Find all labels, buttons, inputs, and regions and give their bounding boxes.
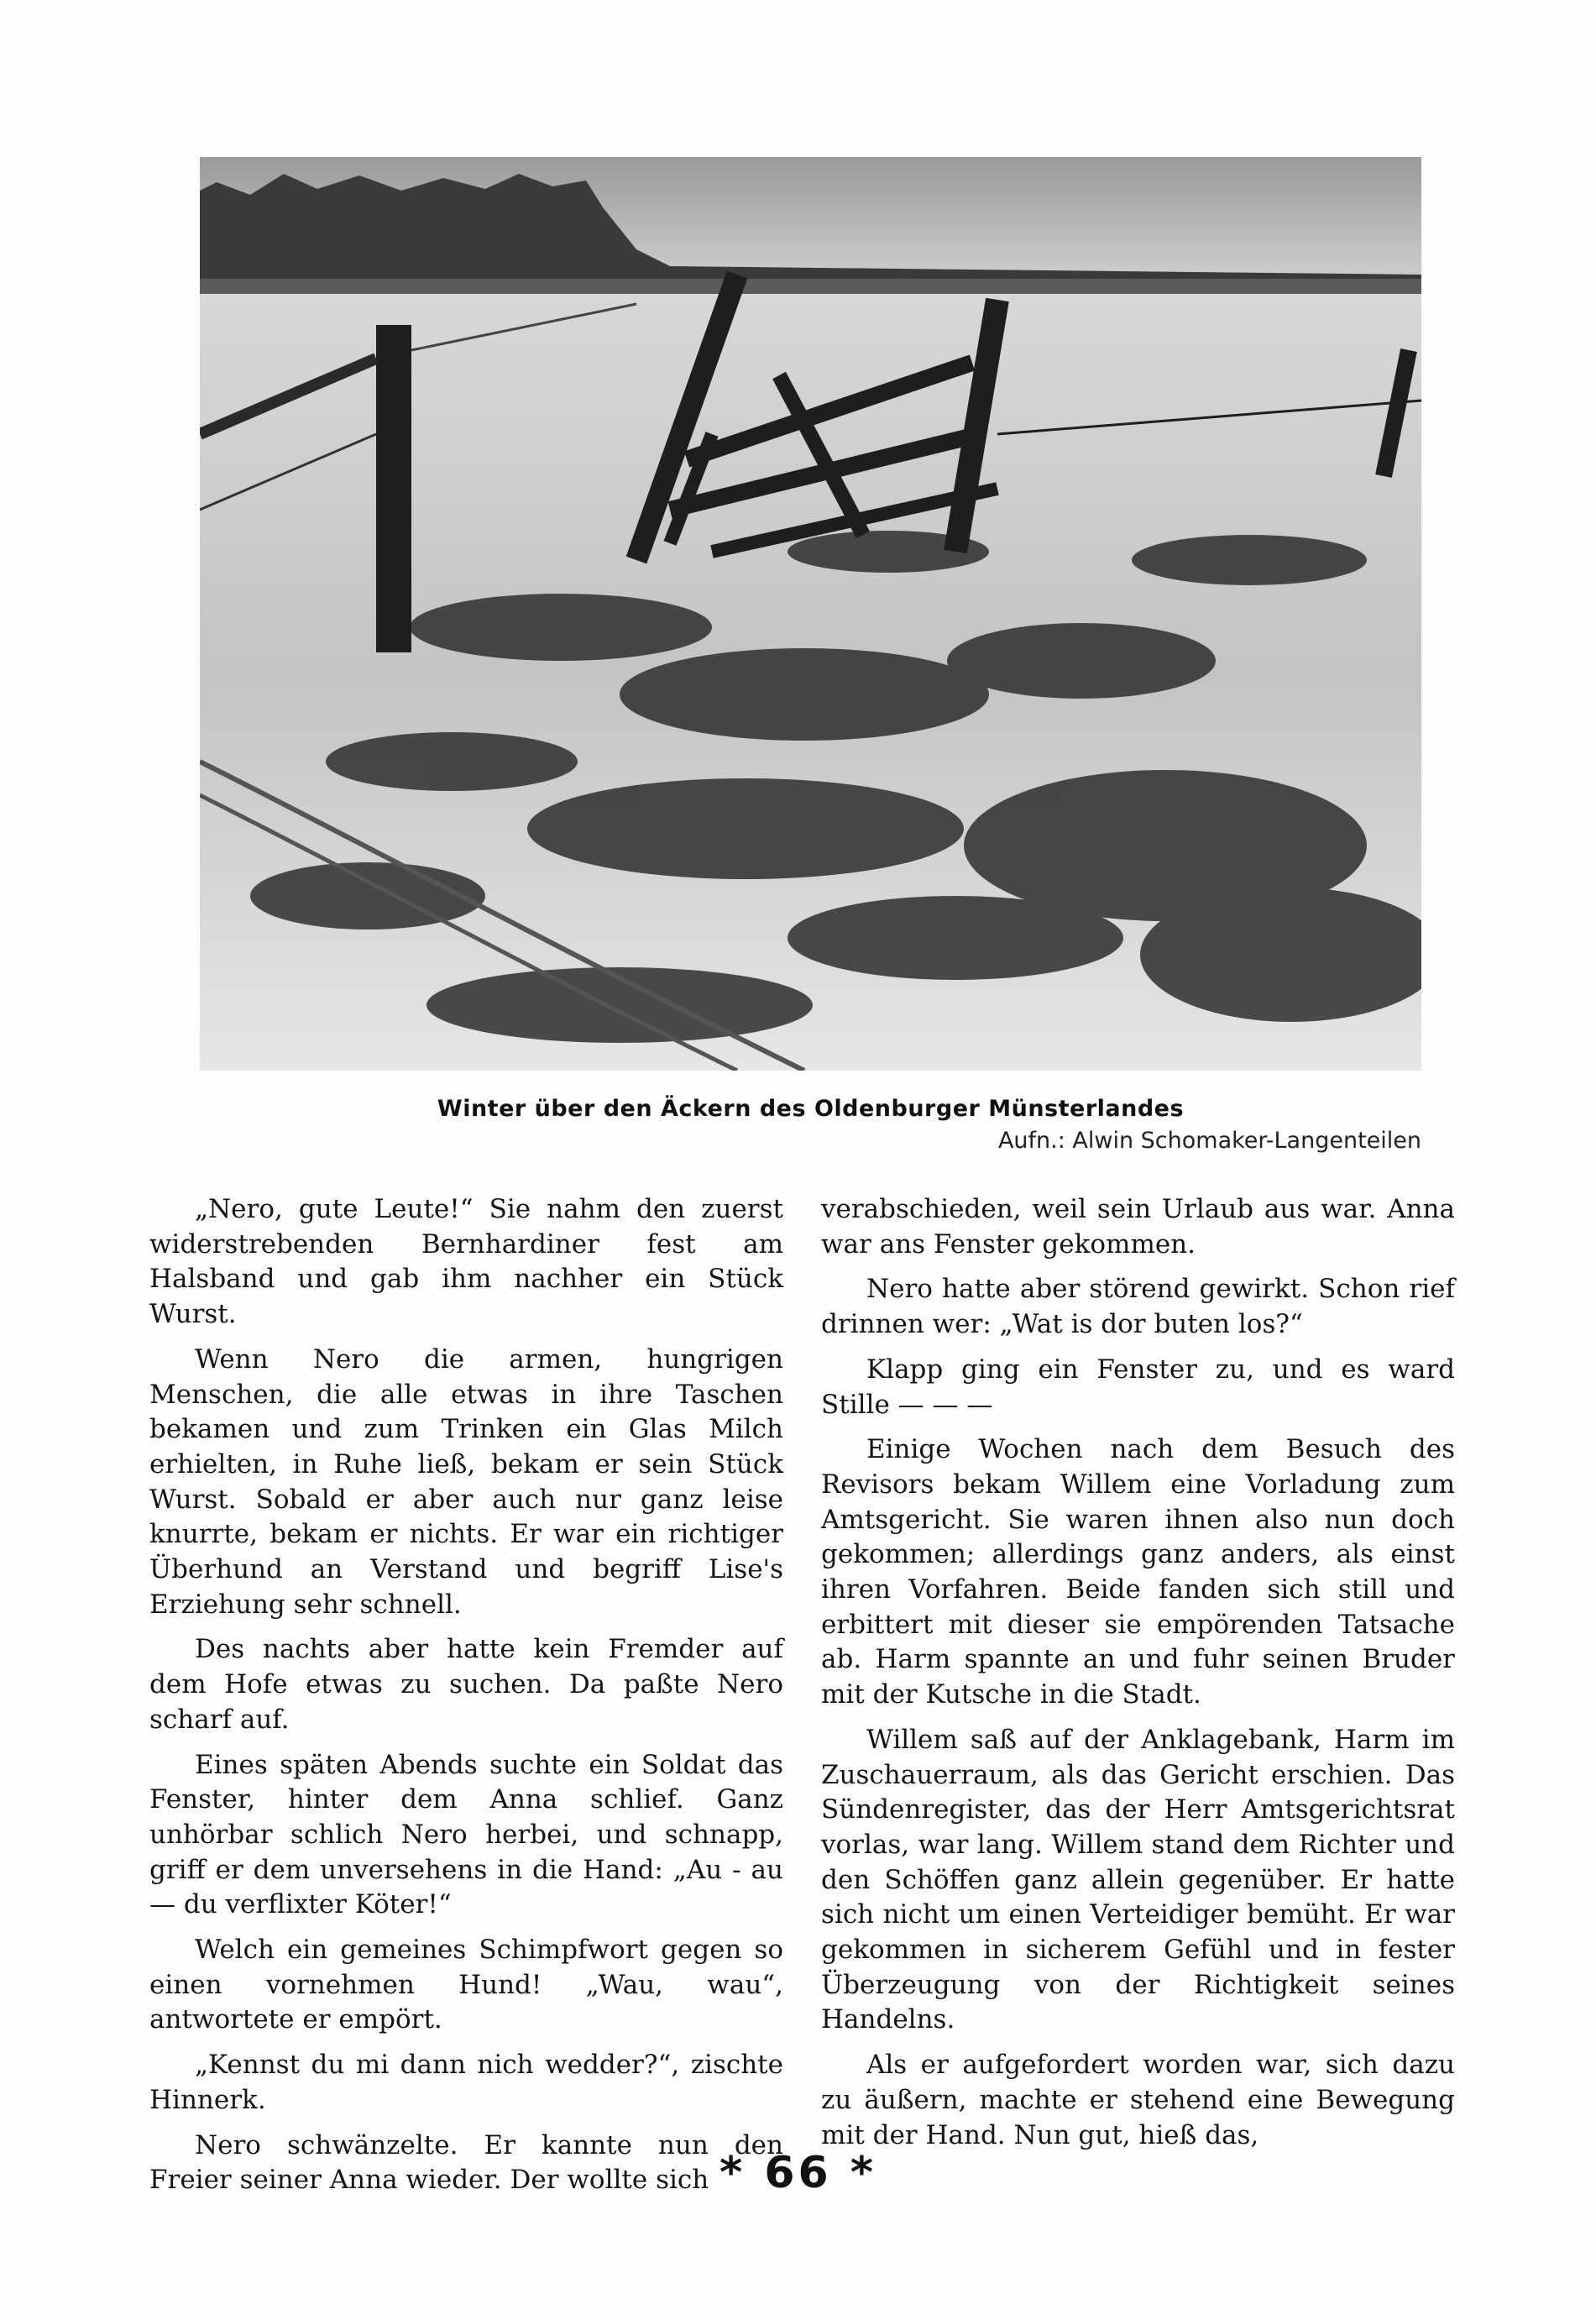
paragraph: „Kennst du mi dann nich wedder?“, zischte Hinnerk. [149,2050,783,2115]
paragraph: Welch ein gemeines Schimpfwort gegen so einen vornehmen Hund! „Wau, wau“, antwortete er empört. [149,1935,783,2035]
paragraph: Willem saß auf der Anklagebank, Harm im Zuschauerraum, als das Gericht erschien. Das Sündenregister, das der Herr Amtsgerichtsrat vorlas, war lang. Willem stand dem Richter und den Schöffen ganz allein gegenüber. Er hatte sich nicht um einen Verteidiger bemüht. Er war gekommen in sicherem Gefühl und in fester Überzeugung von der Richtigkeit seines Handelns. [821,1724,1455,2035]
paragraph: „Nero, gute Leute!“ Sie nahm den zuerst widerstrebenden Bernhardiner fest am Halsband und gab ihm nachher ein Stück Wurst. [149,1194,783,1330]
paragraph: Wenn Nero die armen, hungrigen Menschen, die alle etwas in ihre Taschen bekamen und zum Trinken ein Glas Milch erhielten, in Ruhe ließ, bekam er sein Stück Wurst. Sobald er aber auch nur ganz leise knurrte, bekam er nichts. Er war ein richtiger Überhund an Verstand und begriff Lise's Erziehung sehr schnell. [149,1343,783,1620]
page-number: * 66 * [720,2148,876,2198]
paragraph: Als er aufgefordert worden war, sich dazu zu äußern, machte er stehend eine Bewegung mit der Hand. Nun gut, hieß das, [821,2050,1455,2150]
paragraph: Klapp ging ein Fenster zu, und es ward Stille — — — [821,1354,1455,1420]
right-text-column [821,1192,1455,2163]
left-text-column [149,1192,783,2208]
paragraph: Des nachts aber hatte kein Fremder auf dem Hofe etwas zu suchen. Da paßte Nero scharf auf. [149,1634,783,1735]
snowy-field-fence-photo [200,157,1421,1071]
paragraph: Nero schwänzelte. Er kannte nun den Freier seiner Anna wieder. Der wollte sich [149,2129,783,2196]
photo-credit: Aufn.: Alwin Schomaker-Langenteilen [997,1128,1421,1154]
paragraph: Einige Wochen nach dem Besuch des Revisors bekam Willem eine Vorladung zum Amtsgericht. Sie waren ihnen also nun doch gekommen; allerdings ganz anders, als einst ihren Vorfahren. Beide fanden sich still und erbittert mit dieser sie empörenden Tatsache ab. Harm spannte an und fuhr seinen Bruder mit der Kutsche in die Stadt. [821,1434,1455,1710]
photo-caption: Winter über den Äckern des Oldenburger Münsterlandes [437,1096,1185,1122]
paragraph: verabschieden, weil sein Urlaub aus war. Anna war ans Fenster gekommen. [821,1194,1455,1260]
paragraph: Nero hatte aber störend gewirkt. Schon rief drinnen wer: „Wat is dor buten los?“ [821,1274,1455,1340]
paragraph: Eines späten Abends suchte ein Soldat das Fenster, hinter dem Anna schlief. Ganz unhörbar schlich Nero herbei, und schnapp, griff er dem unversehens in die Hand: „Au - au — du verflixter Köter!“ [149,1749,783,1920]
winter-field-photo [200,157,1421,1071]
